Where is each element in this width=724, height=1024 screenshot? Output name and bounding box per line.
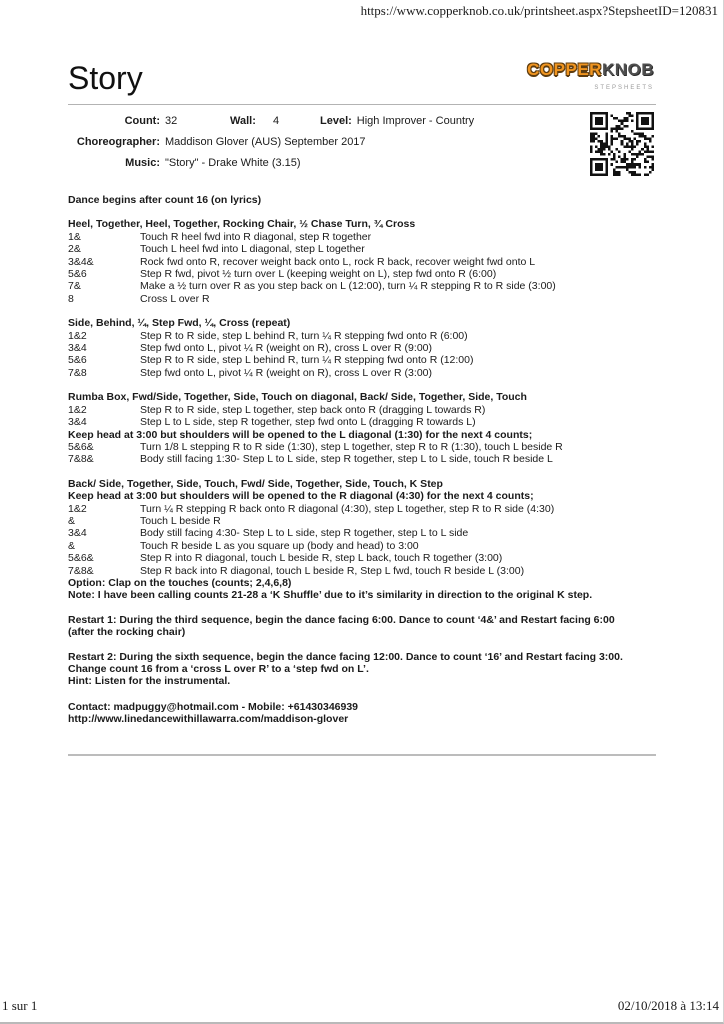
music-label: Music: bbox=[125, 157, 160, 169]
section-title: Heel, Together, Heel, Together, Rocking Chair, ½ Chase Turn, ¾ Cross bbox=[68, 218, 416, 231]
logo-knob-text: KNOB bbox=[601, 60, 654, 79]
step-row bbox=[68, 515, 656, 527]
step-text: Rock fwd onto R, recover weight back onto L, rock R back, recover weight fwd onto L bbox=[140, 255, 536, 268]
step-row bbox=[68, 256, 656, 268]
music-value: "Story" - Drake White (3.15) bbox=[165, 157, 301, 169]
step-text: Step fwd onto L, pivot ¼ R (weight on R), cross L over R (9:00) bbox=[140, 342, 432, 355]
meta-row-1 bbox=[68, 111, 656, 132]
step-row bbox=[68, 231, 656, 243]
restart-1-line-1: Restart 1: During the third sequence, begin the dance facing 6:00. Dance to count ‘4&’ and Restart facing 6:00 bbox=[68, 613, 615, 626]
step-count: 1&2 bbox=[68, 403, 87, 416]
step-text: Touch R heel fwd into R diagonal, step R together bbox=[140, 230, 372, 243]
step-row bbox=[68, 552, 656, 564]
title-divider bbox=[68, 104, 656, 105]
step-count: 7&8& bbox=[68, 564, 94, 577]
step-row bbox=[68, 367, 656, 379]
restart-2-line-1: Restart 2: During the sixth sequence, begin the dance facing 12:00. Dance to count ‘16’ and Restart facing 3:00. bbox=[68, 650, 623, 663]
step-text: Step R to R side, step L behind R, turn ¼ R stepping fwd onto R (6:00) bbox=[140, 329, 468, 342]
step-row bbox=[68, 330, 656, 342]
step-row bbox=[68, 527, 656, 539]
step-row bbox=[68, 416, 656, 428]
step-count: 5&6& bbox=[68, 440, 94, 453]
step-count: 3&4& bbox=[68, 255, 94, 268]
logo-tagline: STEPSHEETS bbox=[594, 85, 654, 91]
sections bbox=[68, 218, 656, 577]
restart-1 bbox=[68, 614, 656, 639]
step-text: Make a ½ turn over R as you step back on L (12:00), turn ¼ R stepping R to R side (3:00) bbox=[140, 280, 556, 293]
count-label: Count: bbox=[124, 115, 160, 127]
step-text: Step R fwd, pivot ½ turn over L (keeping weight on L), step fwd onto R (6:00) bbox=[140, 268, 497, 281]
dance-section bbox=[68, 478, 656, 577]
step-count: 5&6 bbox=[68, 354, 87, 367]
title-row bbox=[68, 60, 656, 96]
step-text: Turn 1/8 L stepping R to R side (1:30), step L together, step R to R (1:30), touch L beside R bbox=[140, 440, 563, 453]
website-line: http://www.linedancewithillawarra.com/maddison-glover bbox=[68, 713, 349, 726]
step-row bbox=[68, 354, 656, 366]
contact-line: Contact: madpuggy@hotmail.com - Mobile: +61430346939 bbox=[68, 700, 359, 713]
hint-line: Hint: Listen for the instrumental. bbox=[68, 675, 231, 688]
notes-block bbox=[68, 577, 656, 602]
step-row bbox=[68, 293, 656, 305]
stepsheet-page bbox=[68, 60, 656, 756]
step-count: 7&8& bbox=[68, 453, 94, 466]
step-row bbox=[68, 243, 656, 255]
step-text: Body still facing 1:30- Step L to L side, step R together, step L to L side, touch R beside L bbox=[140, 453, 553, 466]
copperknob-logo bbox=[527, 62, 656, 96]
meta-row-2 bbox=[68, 132, 656, 153]
step-row bbox=[68, 280, 656, 292]
step-row bbox=[68, 441, 656, 453]
dance-section bbox=[68, 218, 656, 305]
step-count: 1& bbox=[68, 230, 81, 243]
step-count: 5&6& bbox=[68, 552, 94, 565]
section-note: Keep head at 3:00 but shoulders will be opened to the L diagonal (1:30) for the next 4 counts; bbox=[68, 428, 533, 441]
dance-body bbox=[68, 194, 656, 726]
step-text: Step R to R side, step L behind R, turn ¼ R stepping fwd onto R (12:00) bbox=[140, 354, 474, 367]
intro-line: Dance begins after count 16 (on lyrics) bbox=[68, 194, 262, 206]
step-text: Touch L heel fwd into L diagonal, step L together bbox=[140, 243, 365, 256]
wall-label: Wall: bbox=[230, 115, 256, 127]
level-label: Level: bbox=[320, 115, 352, 127]
step-count: 7& bbox=[68, 280, 81, 293]
logo-copper-text: COPPER bbox=[527, 60, 602, 79]
step-count: 5&6 bbox=[68, 268, 87, 281]
print-datetime: 02/10/2018 à 13:14 bbox=[617, 998, 719, 1013]
choreographer-value: Maddison Glover (AUS) September 2017 bbox=[165, 136, 366, 148]
step-text: Cross L over R bbox=[140, 292, 210, 305]
wall-value: 4 bbox=[273, 115, 280, 127]
step-count: 1&2 bbox=[68, 329, 87, 342]
step-row bbox=[68, 565, 656, 577]
option-line: Option: Clap on the touches (counts; 2,4,6,8) bbox=[68, 576, 292, 589]
step-count: 3&4 bbox=[68, 527, 87, 540]
step-row bbox=[68, 503, 656, 515]
dance-section bbox=[68, 317, 656, 379]
step-text: Touch R beside L as you square up (body and head) to 3:00 bbox=[140, 539, 419, 552]
step-count: 8 bbox=[68, 292, 74, 305]
step-count: 1&2 bbox=[68, 502, 87, 515]
step-row bbox=[68, 453, 656, 465]
step-text: Step L to L side, step R together, step fwd onto L (dragging R towards L) bbox=[140, 416, 476, 429]
browser-print-url: https://www.copperknob.co.uk/printsheet.aspx?StepsheetID=120831 bbox=[360, 3, 718, 18]
step-row bbox=[68, 268, 656, 280]
section-title: Back/ Side, Together, Side, Touch, Fwd/ Side, Together, Side, Touch, K Step bbox=[68, 477, 443, 490]
level-value: High Improver - Country bbox=[356, 115, 475, 127]
restart-1-line-2: (after the rocking chair) bbox=[68, 626, 186, 639]
contact-block bbox=[68, 701, 656, 726]
step-row bbox=[68, 342, 656, 354]
restart-2 bbox=[68, 651, 656, 688]
step-count: 2& bbox=[68, 243, 81, 256]
step-text: Touch L beside R bbox=[140, 514, 221, 527]
page-title: Story bbox=[68, 60, 143, 96]
restart-2-line-2: Change count 16 from a ‘cross L over R’ to a ‘step fwd on L’. bbox=[68, 663, 369, 675]
bottom-divider bbox=[68, 754, 656, 756]
section-title: Side, Behind, ¼, Step Fwd, ¼, Cross (repeat) bbox=[68, 317, 291, 330]
note-line: Note: I have been calling counts 21-28 a ‘K Shuffle’ due to it’s similarity in direction to the original K step. bbox=[68, 589, 593, 602]
step-text: Turn ¼ R stepping R back onto R diagonal (4:30), step L together, step R to R side (4:30) bbox=[140, 502, 555, 515]
step-row bbox=[68, 404, 656, 416]
dance-section bbox=[68, 391, 656, 465]
step-text: Step R into R diagonal, touch L beside R, step L back, touch R together (3:00) bbox=[140, 552, 503, 565]
step-text: Body still facing 4:30- Step L to L side, step R together, step L to L side bbox=[140, 527, 469, 540]
count-value: 32 bbox=[165, 115, 178, 127]
step-count: & bbox=[68, 539, 76, 552]
meta-row-3 bbox=[68, 153, 656, 174]
meta-block bbox=[68, 111, 656, 174]
section-note: Keep head at 3:00 but shoulders will be opened to the R diagonal (4:30) for the next 4 counts; bbox=[68, 490, 534, 503]
step-text: Step R back into R diagonal, touch L beside R, Step L fwd, touch R beside L (3:00) bbox=[140, 564, 525, 577]
step-text: Step fwd onto L, pivot ¼ R (weight on R), cross L over R (3:00) bbox=[140, 366, 432, 379]
qr-code bbox=[590, 112, 654, 176]
step-row bbox=[68, 540, 656, 552]
step-count: 3&4 bbox=[68, 416, 87, 429]
step-count: 7&8 bbox=[68, 366, 87, 379]
step-count: & bbox=[68, 514, 76, 527]
step-count: 3&4 bbox=[68, 342, 87, 355]
section-title: Rumba Box, Fwd/Side, Together, Side, Touch on diagonal, Back/ Side, Together, Side, Touch bbox=[68, 391, 527, 404]
step-text: Step R to R side, step L together, step back onto R (dragging L towards R) bbox=[140, 403, 486, 416]
choreographer-label: Choreographer: bbox=[76, 136, 160, 148]
page-number: 1 sur 1 bbox=[2, 998, 38, 1013]
